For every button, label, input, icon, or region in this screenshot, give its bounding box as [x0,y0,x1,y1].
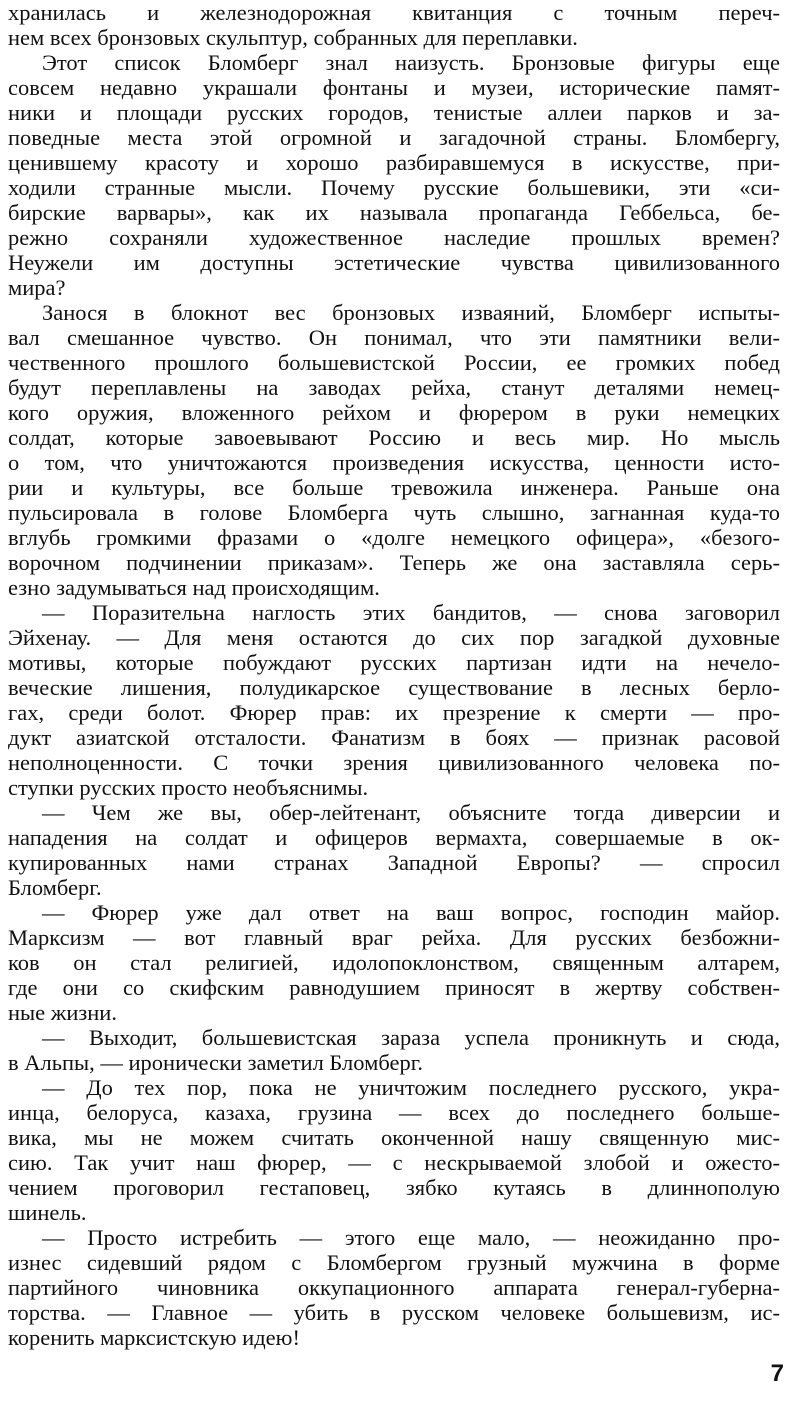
text-line: Этот список Бломберг знал наизусть. Бронзовые фигуры еще [42,50,780,75]
text-line: купированных нами странах Западной Европы? — спросил [8,850,780,875]
text-line: ценившему красоту и хорошо разбиравшемуся в искусстве, при- [8,150,780,175]
text-line: — Фюрер уже дал ответ на ваш вопрос, господин майор. [42,900,780,925]
text-line: будут переплавлены на заводах рейха, станут деталями немец- [8,375,780,400]
text-line: торства. — Главное — убить в русском человеке большевизм, ис- [8,1300,780,1325]
text-line: вал смешанное чувство. Он понимал, что эти памятники вели- [8,325,780,350]
text-line: — Просто истребить — этого еще мало, — неожиданно про- [42,1225,780,1250]
text-line: — Чем же вы, обер-лейтенант, объясните тогда диверсии и [42,800,780,825]
text-line: режно сохраняли художественное наследие прошлых времен? [8,225,780,250]
text-line: — До тех пор, пока не уничтожим последнего русского, укра- [42,1075,780,1100]
text-line: дукт азиатской отсталости. Фанатизм в боях — признак расовой [8,725,780,750]
text-line: Неужели им доступны эстетические чувства цивилизованного [8,250,780,275]
text-line: чественного прошлого большевистской России, ее громких побед [8,350,780,375]
text-line: нем всех бронзовых скульптур, собранных для переплавки. [8,25,578,50]
text-line: веческие лишения, полудикарское существование в лесных берло- [8,675,780,700]
text-line: коренить марксистскую идею! [8,1325,300,1350]
text-line: вглубь громкими фразами о «долге немецкого офицера», «безого- [8,525,780,550]
text-line: шинель. [8,1200,87,1225]
text-line: совсем недавно украшали фонтаны и музеи, исторические памят- [8,75,780,100]
text-line: ные жизни. [8,1000,117,1025]
text-line: изнес сидевший рядом с Бломбергом грузный мужчина в форме [8,1250,780,1275]
text-line: бирские варвары», как их называла пропаганда Геббельса, бе- [8,200,780,225]
text-line: ступки русских просто необъяснимы. [8,775,369,800]
text-line: ходили странные мысли. Почему русские большевики, эти «си- [8,175,780,200]
text-line: чением проговорил гестаповец, зябко кутаясь в длиннополую [8,1175,780,1200]
text-line: пульсировала в голове Бломберга чуть слышно, загнанная куда-то [8,500,780,525]
text-line: партийного чиновника оккупационного аппарата генерал-губерна- [8,1275,780,1300]
text-line: Занося в блокнот вес бронзовых изваяний, Бломберг испыты- [42,300,780,325]
page-number: 7 [770,1360,784,1387]
text-line: сию. Так учит наш фюрер, — с нескрываемой злобой и ожесто- [8,1150,780,1175]
text-line: ворочном подчинении приказам». Теперь же она заставляла серь- [8,550,780,575]
text-line: хранилась и железнодорожная квитанция с точным переч- [8,0,780,25]
text-line: солдат, которые завоевывают Россию и весь мир. Но мысль [8,425,780,450]
text-line: — Выходит, большевистская зараза успела проникнуть и сюда, [42,1025,780,1050]
text-line: Эйхенау. — Для меня остаются до сих пор загадкой духовные [8,625,780,650]
text-line: где они со скифским равнодушием приносят в жертву собствен- [8,975,780,1000]
text-line: инца, белоруса, казаха, грузина — всех до последнего больше- [8,1100,780,1125]
text-line: кого оружия, вложенного рейхом и фюрером в руки немецких [8,400,780,425]
text-line: рии и культуры, все больше тревожила инженера. Раньше она [8,475,780,500]
text-line: о том, что уничтожаются произведения искусства, ценности исто- [8,450,780,475]
text-line: — Поразительна наглость этих бандитов, — снова заговорил [42,600,780,625]
text-line: ники и площади русских городов, тенистые аллеи парков и за- [8,100,780,125]
text-line: езно задумываться над происходящим. [8,575,380,600]
text-line: неполноценности. С точки зрения цивилизованного человека по- [8,750,780,775]
text-line: поведные места этой огромной и загадочной страны. Бломбергу, [8,125,780,150]
document-page [8,0,780,1350]
text-line: Марксизм — вот главный враг рейха. Для русских безбожни- [8,925,780,950]
text-line: вика, мы не можем считать оконченной нашу священную мис- [8,1125,780,1150]
text-line: Бломберг. [8,875,102,900]
text-line: мотивы, которые побуждают русских партизан идти на нечело- [8,650,780,675]
text-line: мира? [8,275,66,300]
text-line: нападения на солдат и офицеров вермахта, совершаемые в ок- [8,825,780,850]
text-line: гах, среди болот. Фюрер прав: их презрение к смерти — про- [8,700,780,725]
text-line: ков он стал религией, идолопоклонством, священным алтарем, [8,950,780,975]
text-line: в Альпы, — иронически заметил Бломберг. [8,1050,424,1075]
